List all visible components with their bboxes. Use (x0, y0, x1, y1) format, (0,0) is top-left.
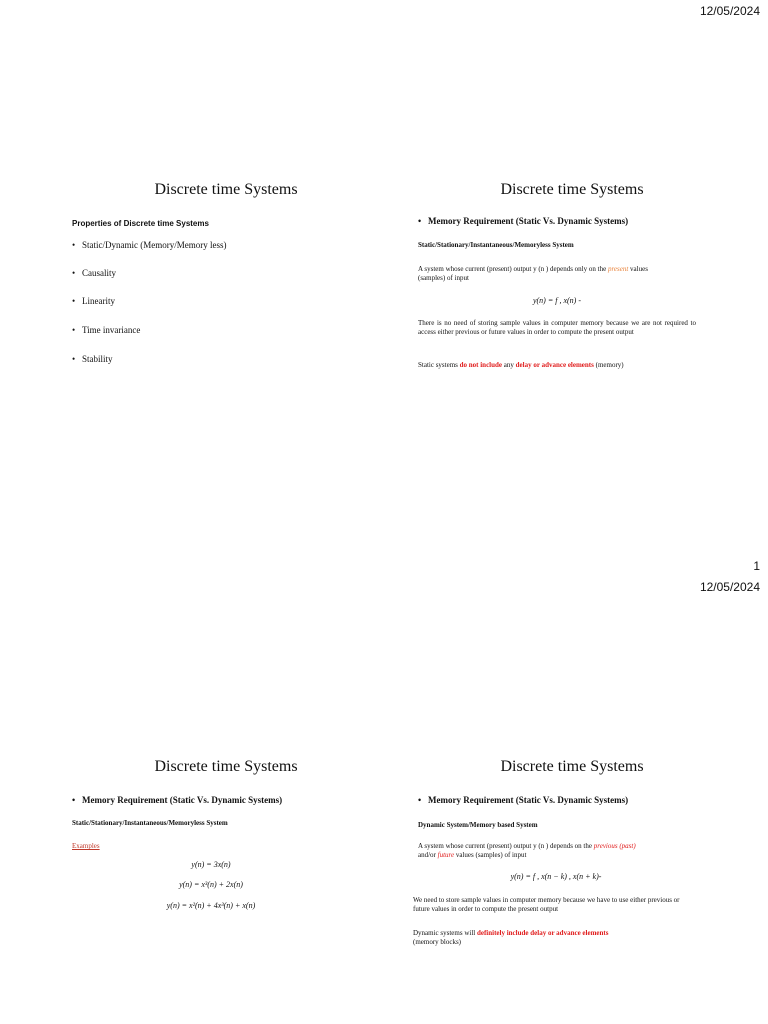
page2-right-para1: A system whose current (present) output y (n ) depends on the previous (past) and/or future values (samples) of input (418, 842, 636, 859)
page2-left-equation-3: y(n) = x²(n) + 4x³(n) + x(n) (166, 901, 256, 910)
page1-right-para2: There is no need of storing sample values in computer memory because we are not required to access either previous or future values in order to compute the present output (418, 319, 696, 336)
page1-left-bullet-2: • Causality (72, 268, 116, 278)
page2-date: 12/05/2024 (699, 580, 760, 594)
page2-right-equation: y(n) = f , x(n − k) , x(n + k)- (510, 872, 602, 881)
page2-right-bullet: • Memory Requirement (Static Vs. Dynamic Systems) (418, 795, 629, 805)
page1-right-bullet: • Memory Requirement (Static Vs. Dynamic Systems) (418, 216, 629, 226)
page1-left-subtitle: Properties of Discrete time Systems (72, 219, 209, 228)
page1-right-slide-title: Discrete time Systems (500, 181, 644, 198)
page1-left-slide-title: Discrete time Systems (154, 181, 298, 198)
page1-page-number: 1 (753, 559, 760, 573)
page1-left-bullet-3: • Linearity (72, 296, 115, 306)
page2-left-examples-label: Examples (72, 842, 100, 850)
page1-left-bullet-1: • Static/Dynamic (Memory/Memory less) (72, 240, 227, 250)
page1-right-heading: Static/Stationary/Instantaneous/Memoryless System (418, 241, 574, 249)
page1-right-para3: Static systems do not include any delay or advance elements (memory) (418, 361, 624, 369)
page1-date: 12/05/2024 (699, 4, 760, 18)
page1-right-para1: A system whose current (present) output y (n ) depends only on the present values (samples) of input (418, 265, 648, 282)
page1-left-bullet-5: • Stability (72, 354, 113, 364)
page2-left-heading: Static/Stationary/Instantaneous/Memoryless System (72, 819, 228, 827)
page2-right-para2: We need to store sample values in computer memory because we have to use either previous or future values in order to compute the present output (413, 896, 680, 913)
page2-left-equation-2: y(n) = x³(n) + 2x(n) (179, 880, 243, 889)
page2-right-heading: Dynamic System/Memory based System (418, 821, 538, 829)
page2-left-bullet: • Memory Requirement (Static Vs. Dynamic Systems) (72, 795, 283, 805)
page1-left-bullet-4: • Time invariance (72, 325, 141, 335)
page2-left-equation-1: y(n) = 3x(n) (191, 860, 231, 869)
page1-right-equation: y(n) = f , x(n) - (532, 296, 582, 305)
page2-left-slide-title: Discrete time Systems (154, 758, 298, 775)
page2-right-para3: Dynamic systems will definitely include delay or advance elements (memory blocks) (413, 929, 609, 946)
page2-right-slide-title: Discrete time Systems (500, 758, 644, 775)
